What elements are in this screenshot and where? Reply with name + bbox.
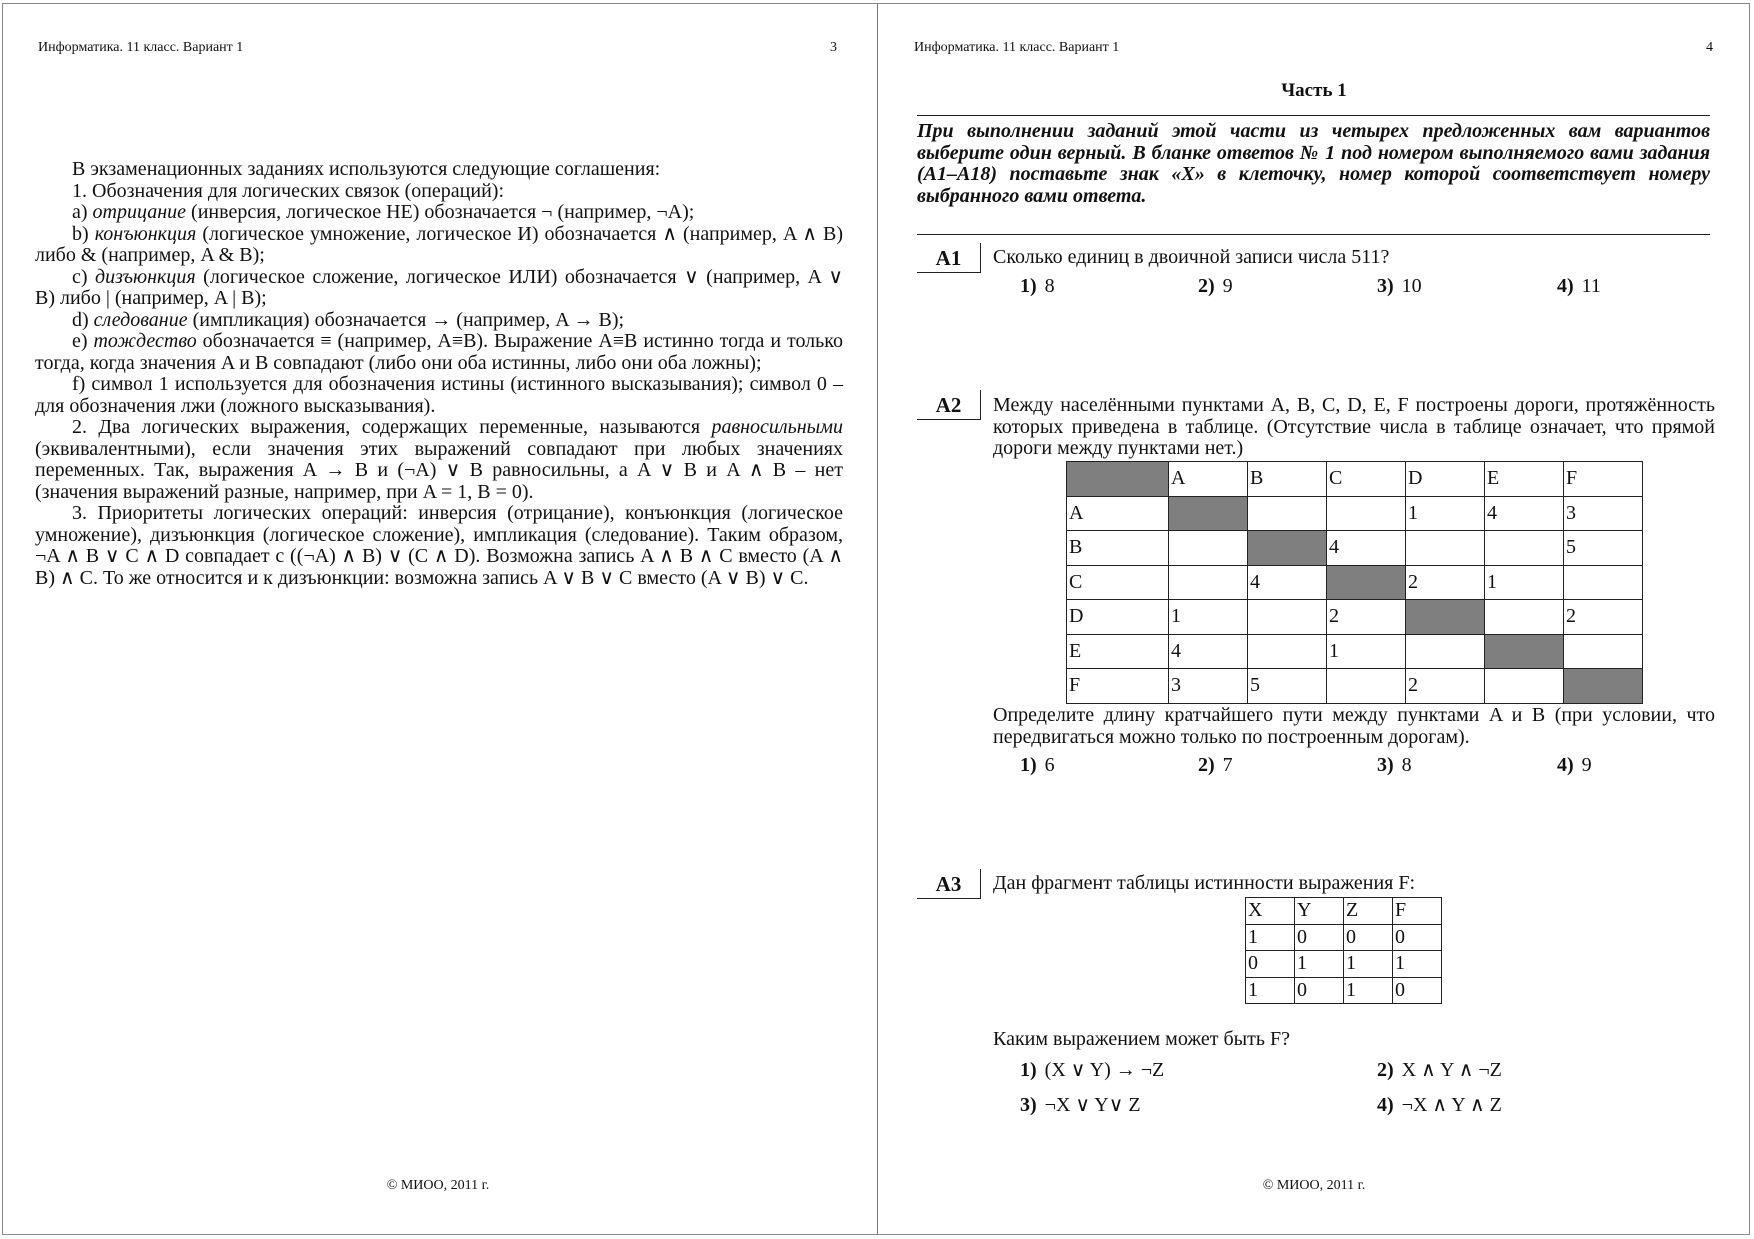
task-label-a1: A1 — [917, 243, 981, 273]
a2-option-2[interactable]: 2) 7 — [1198, 754, 1233, 776]
left-page-header: Информатика. 11 класс. Вариант 1 — [38, 40, 244, 55]
table-row — [1067, 531, 1643, 566]
a1-option-4[interactable]: 4) 11 — [1557, 275, 1601, 297]
corner-cell — [1067, 462, 1169, 497]
distance-cell — [1564, 634, 1643, 669]
paragraph — [35, 202, 843, 224]
a1-option-2[interactable]: 2) 9 — [1198, 275, 1233, 297]
conventions-text — [35, 159, 843, 589]
a2-option-4[interactable]: 4) 9 — [1557, 754, 1592, 776]
task-label-a2: A2 — [917, 390, 981, 420]
right-page-footer: © МИОО, 2011 г. — [1262, 1178, 1366, 1193]
left-page-footer: © МИОО, 2011 г. — [386, 1178, 490, 1193]
truth-cell: 0 — [1393, 924, 1442, 951]
task-label-a3: A3 — [917, 869, 981, 899]
truth-cell: 1 — [1344, 951, 1393, 978]
text-segment: 3. Приоритеты логических операций: инверсия (отрицание), конъюнкция (логическое умножение), дизъюнкция (логическое сложение), импликация (следование). Таким образом, ¬A ∧ B ∨ C ∧ D совпадает с ((¬A) ∧ B) ∨ (C ∧ D). Возможна запись A ∧ B ∧ C вместо (A ∧ B) ∧ C. То же относится и к дизъюнкции: возможна запись A ∨ B ∨ C вместо (A ∨ B) ∨ C. — [35, 502, 843, 589]
distance-cell — [1485, 600, 1564, 635]
distance-cell: 2 — [1406, 565, 1485, 600]
diagonal-cell — [1248, 531, 1327, 566]
distance-cell — [1327, 496, 1406, 531]
truth-cell: 1 — [1344, 977, 1393, 1004]
distance-cell — [1248, 634, 1327, 669]
a1-question: Сколько единиц в двоичной записи числа 511? — [993, 246, 1390, 268]
paragraph — [35, 331, 843, 374]
truth-cell: 0 — [1295, 924, 1344, 951]
text-segment: d) — [72, 308, 94, 331]
text-segment: a) — [72, 201, 93, 223]
column-header: D — [1406, 462, 1485, 497]
right-page-number: 4 — [1706, 40, 1713, 55]
column-header: Y — [1295, 898, 1344, 925]
truth-cell: 1 — [1393, 951, 1442, 978]
row-header: D — [1067, 600, 1169, 635]
a1-option-3[interactable]: 3) 10 — [1377, 275, 1422, 297]
text-segment: 1. Обозначения для логических связок (операций): — [72, 179, 505, 202]
distance-cell — [1406, 531, 1485, 566]
distance-cell: 2 — [1327, 600, 1406, 635]
column-header: B — [1248, 462, 1327, 497]
truth-cell: 1 — [1246, 924, 1295, 951]
a2-question: Между населёнными пунктами A, B, C, D, E, F построены дороги, протяжённость которых приведена в таблице. (Отсутствие числа в таблице означает, что прямой дороги между пунктами нет.) — [993, 394, 1715, 459]
distance-cell — [1169, 531, 1248, 566]
a3-option-1[interactable]: 1) (X ∨ Y) → ¬Z — [1020, 1059, 1165, 1081]
paragraph — [35, 310, 843, 332]
distance-cell: 5 — [1564, 531, 1643, 566]
table-row — [1067, 669, 1643, 704]
paragraph — [35, 181, 843, 203]
a2-followup: Определите длину кратчайшего пути между пунктами A и B (при условии, что передвигаться можно только по построенным дорогам). — [993, 704, 1715, 748]
a3-option-2[interactable]: 2) X ∧ Y ∧ ¬Z — [1377, 1059, 1502, 1081]
column-header: C — [1327, 462, 1406, 497]
diagonal-cell — [1327, 565, 1406, 600]
column-header: F — [1564, 462, 1643, 497]
distance-cell: 1 — [1169, 600, 1248, 635]
part-title: Часть 1 — [1281, 80, 1347, 101]
truth-cell: 0 — [1344, 924, 1393, 951]
paragraph — [35, 224, 843, 267]
diagonal-cell — [1485, 634, 1564, 669]
row-header: B — [1067, 531, 1169, 566]
page-divider — [877, 3, 878, 1235]
distance-cell — [1485, 531, 1564, 566]
distance-cell — [1406, 634, 1485, 669]
table-row — [1067, 634, 1643, 669]
rule-top — [917, 115, 1710, 116]
a1-option-1[interactable]: 1) 8 — [1020, 275, 1055, 297]
distance-cell: 4 — [1169, 634, 1248, 669]
text-segment: обозначается ≡ (например, A≡B). Выражение A≡B истинно тогда и только тогда, когда значения A и B совпадают (либо они оба истинны, либо они оба ложны); — [35, 330, 843, 374]
text-segment: f) символ 1 используется для обозначения истины (истинного высказывания); символ 0 – для обозначения лжи (ложного высказывания). — [35, 373, 843, 417]
paragraph — [35, 374, 843, 417]
distance-cell: 2 — [1564, 600, 1643, 635]
term: дизъюнкция — [95, 265, 196, 288]
column-header: X — [1246, 898, 1295, 925]
distance-cell — [1248, 600, 1327, 635]
table-row — [1067, 565, 1643, 600]
text-segment: (логическое сложение, логическое ИЛИ) обозначается ∨ (например, A ∨ B) либо | (например, A | B); — [35, 265, 843, 309]
paragraph — [35, 417, 843, 503]
distance-cell — [1564, 565, 1643, 600]
paragraph — [35, 503, 843, 589]
table-row — [1067, 600, 1643, 635]
distance-cell: 4 — [1327, 531, 1406, 566]
a3-question: Дан фрагмент таблицы истинности выражения F: — [993, 872, 1416, 894]
paragraph — [35, 267, 843, 310]
table-row — [1067, 496, 1643, 531]
distance-cell: 1 — [1406, 496, 1485, 531]
distance-cell: 3 — [1169, 669, 1248, 704]
text-segment: 2. Два логических выражения, содержащих переменные, называются — [72, 416, 712, 438]
distance-cell: 2 — [1406, 669, 1485, 704]
table-row — [1246, 924, 1442, 951]
a2-option-1[interactable]: 1) 6 — [1020, 754, 1055, 776]
diagonal-cell — [1169, 496, 1248, 531]
distance-cell — [1248, 496, 1327, 531]
table-header-row — [1067, 462, 1643, 497]
rule-bottom — [917, 234, 1710, 235]
text-segment: В экзаменационных заданиях используются следующие соглашения: — [72, 158, 661, 180]
table-row — [1246, 951, 1442, 978]
column-header: A — [1169, 462, 1248, 497]
a3-followup: Каким выражением может быть F? — [993, 1028, 1290, 1050]
truth-cell: 1 — [1246, 977, 1295, 1004]
text-segment: (эквивалентными), если значения этих выражений совпадают при любых значениях переменных. Так, выражения A → B и (¬A) ∨ B равносильны, а A ∨ B и A ∧ B – нет (значения выражений разные, например, при A = 1, B = 0). — [35, 437, 843, 503]
truth-cell: 0 — [1393, 977, 1442, 1004]
left-page-number: 3 — [830, 40, 837, 55]
text-segment: e) — [72, 330, 94, 352]
text-segment: c) — [72, 265, 95, 288]
table-row — [1246, 977, 1442, 1004]
right-page-header: Информатика. 11 класс. Вариант 1 — [914, 40, 1120, 55]
diagonal-cell — [1406, 600, 1485, 635]
distance-cell: 5 — [1248, 669, 1327, 704]
term: конъюнкция — [94, 222, 197, 245]
distance-cell: 1 — [1327, 634, 1406, 669]
row-header: A — [1067, 496, 1169, 531]
truth-cell: 1 — [1295, 951, 1344, 978]
distance-cell: 4 — [1485, 496, 1564, 531]
a2-option-3[interactable]: 3) 8 — [1377, 754, 1412, 776]
distance-cell — [1327, 669, 1406, 704]
text-segment: (инверсия, логическое НЕ) обозначается ¬ (например, ¬A); — [186, 201, 695, 223]
distance-table — [1066, 461, 1643, 704]
term: равносильными — [711, 416, 843, 438]
instructions: При выполнении заданий этой части из четырех предложенных вам вариантов выберите один верный. В бланке ответов № 1 под номером выполняемого вами задания (A1–A18) поставьте знак «X» в клеточку, номер которой соответствует номеру выбранного вами ответа. — [917, 120, 1710, 207]
column-header: Z — [1344, 898, 1393, 925]
truth-cell: 0 — [1246, 951, 1295, 978]
row-header: C — [1067, 565, 1169, 600]
paragraph — [35, 159, 843, 181]
distance-cell — [1169, 565, 1248, 600]
row-header: F — [1067, 669, 1169, 704]
text-segment: (импликация) обозначается → (например, A → B); — [187, 308, 625, 331]
distance-cell: 4 — [1248, 565, 1327, 600]
text-segment: b) — [72, 222, 95, 245]
text-segment: (логическое умножение, логическое И) обозначается ∧ (например, A ∧ B) либо & (например, A & B); — [35, 222, 843, 266]
term: следование — [93, 308, 188, 331]
row-header: E — [1067, 634, 1169, 669]
column-header: E — [1485, 462, 1564, 497]
distance-cell: 1 — [1485, 565, 1564, 600]
term: отрицание — [92, 201, 187, 223]
distance-cell — [1485, 669, 1564, 704]
a3-option-3[interactable]: 3) ¬X ∨ Y∨ Z — [1020, 1094, 1141, 1116]
truth-cell: 0 — [1295, 977, 1344, 1004]
column-header: F — [1393, 898, 1442, 925]
term: тождество — [93, 330, 197, 352]
distance-cell: 3 — [1564, 496, 1643, 531]
table-header-row — [1246, 898, 1442, 925]
truth-table — [1245, 897, 1442, 1004]
diagonal-cell — [1564, 669, 1643, 704]
a3-option-4[interactable]: 4) ¬X ∧ Y ∧ Z — [1377, 1094, 1502, 1116]
